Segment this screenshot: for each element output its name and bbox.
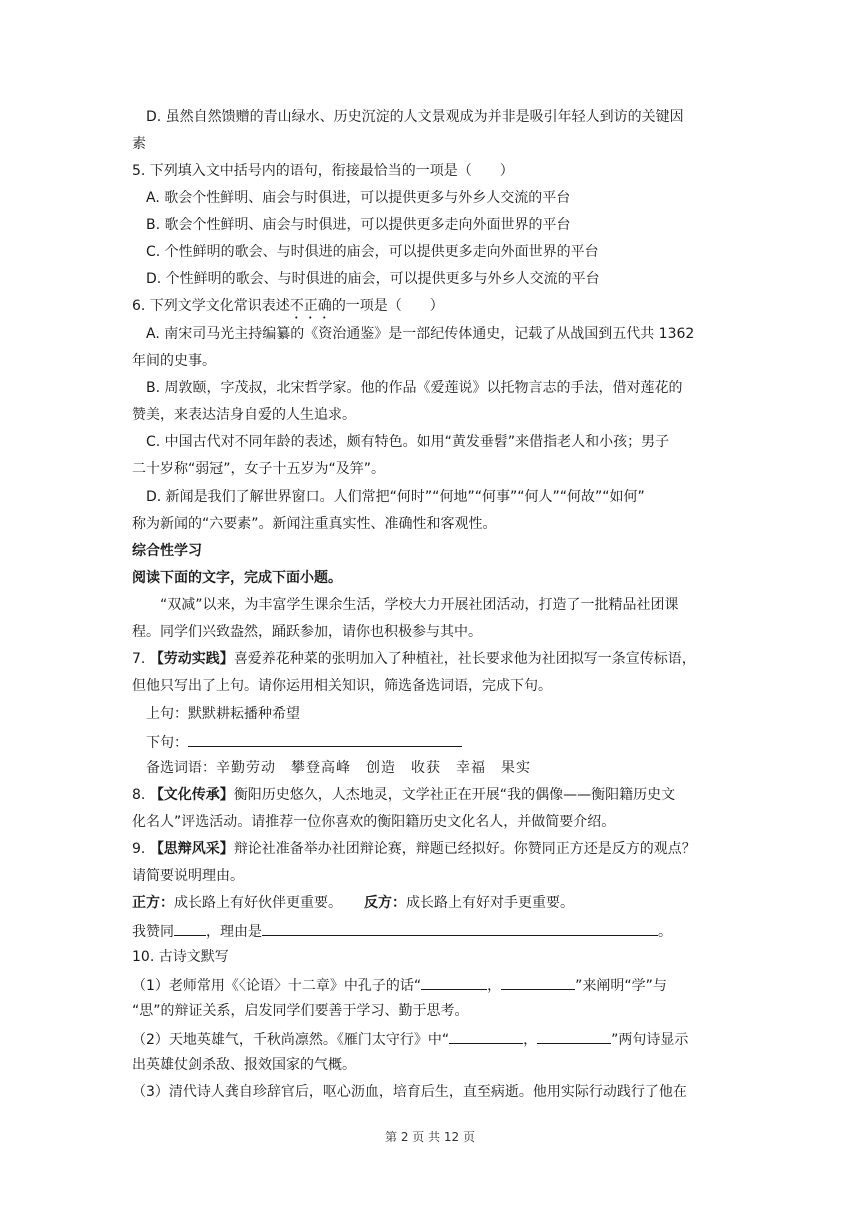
q9-con-label: 反方：: [364, 895, 406, 911]
q10-s2-line1: [132, 1028, 688, 1050]
q7-tag: 【劳动实践】: [149, 651, 234, 667]
q9-sides: [132, 893, 574, 913]
q6-stem-pre: 6. 下列文学文化常识表述: [132, 298, 290, 314]
q10-s2-blank2[interactable]: [537, 1028, 611, 1044]
q7-options-label: 备选词语：: [146, 760, 216, 776]
section-paragraph-line1: “双减”以来，为丰富学生课余生活，学校大力开展社团活动，打造了一批精品社团课: [160, 597, 679, 613]
q10-s2-text-b: ”两句诗显示: [611, 1032, 689, 1048]
q10-s1-text-a: （1）老师常用《〈论语〉十二章》中孔子的话“: [132, 978, 422, 994]
q9-agree-end: 。: [658, 924, 672, 940]
q5-option-a: A. 歌会个性鲜明、庙会与时俱进，可以提供更多与外乡人交流的平台: [146, 190, 571, 206]
q6-option-c-line2: 二十岁称“弱冠”，女子十五岁为“及笄”。: [132, 461, 386, 477]
q9-line2: 请简要说明理由。: [132, 868, 244, 884]
q10-s1-comma: ，: [487, 978, 502, 994]
q7-options: 辛勤劳动 攀登高峰 创造 收获 幸福 果实: [216, 760, 531, 776]
section-instruction: 阅读下面的文字，完成下面小题。: [132, 570, 342, 586]
q10-s2-text-a: （2）天地英雄气，千秋尚凛然。《雁门太守行》中“: [132, 1032, 450, 1048]
q9-pro-label: 正方：: [132, 895, 174, 911]
q5-stem: 5. 下列填入文中括号内的语句，衔接最恰当的一项是（ ）: [132, 163, 514, 179]
q10-s1-line1: [132, 974, 667, 996]
q8-line1: [132, 785, 675, 805]
q6-option-a-line2: 年间的史事。: [132, 353, 216, 369]
q8-tag: 【文化传承】: [149, 787, 234, 803]
q6-option-d-line1: D. 新闻是我们了解世界窗口。人们常把“何时”“何地”“何事”“何人”“何故”“如何”: [146, 489, 645, 505]
q4-option-d-line1: D. 虽然自然馈赠的青山绿水、历史沉淀的人文景观成为并非是吸引年轻人到访的关键因: [146, 109, 684, 125]
q10-s2-line2: 出英雄仗剑杀敌、报效国家的气概。: [132, 1057, 356, 1073]
q10-s1-text-b: ”来阐明“学”与: [575, 978, 667, 994]
q6-option-b-line2: 赞美，来表达洁身自爱的人生追求。: [132, 407, 356, 423]
q7-answer-blank[interactable]: [188, 731, 462, 747]
q8-text: 衡阳历史悠久，人杰地灵，文学社正在开展“我的偶像——衡阳籍历史文: [233, 787, 676, 803]
q5-option-d: D. 个性鲜明的歌会、与时俱进的庙会，可以提供更多与外乡人交流的平台: [146, 271, 600, 287]
q9-text: 辩论社准备举办社团辩论赛，辩题已经拟好。你赞同正方还是反方的观点？: [233, 841, 696, 857]
q10-s1-line2: “思”的辩证关系，启发同学们要善于学习、勤于思考。: [132, 1003, 469, 1019]
q9-tag: 【思辩风采】: [149, 841, 234, 857]
q9-number: 9.: [132, 841, 150, 857]
q9-side-blank[interactable]: [174, 920, 206, 936]
q6-option-b-line1: B. 周敦颐，字茂叔，北宋哲学家。他的作品《爱莲说》以托物言志的手法，借对莲花的: [146, 380, 683, 396]
q9-con-text: 成长路上有好对手更重要。: [406, 895, 574, 911]
q9-pro-text: 成长路上有好伙伴更重要。: [174, 895, 342, 911]
section-paragraph-line2: 程。同学们兴致盎然，踊跃参加，请你也积极参与其中。: [132, 624, 482, 640]
q10-s3-line1: （3）清代诗人龚自珍辞官后，呕心沥血，培育后生，直至病逝。他用实际行动践行了他在: [132, 1084, 687, 1100]
q10-s2-comma: ，: [523, 1032, 538, 1048]
q7-line1: [132, 649, 696, 669]
q10-s2-blank1[interactable]: [449, 1028, 523, 1044]
q7-number: 7.: [132, 651, 150, 667]
q9-agree-line: [132, 920, 672, 942]
q6-stem: [132, 296, 444, 322]
q9-agree-pre: 我赞同: [132, 924, 174, 940]
q5-option-b: B. 歌会个性鲜明、庙会与时俱进，可以提供更多走向外面世界的平台: [146, 217, 571, 233]
q7-lower-label: 下句：: [146, 735, 188, 751]
q6-stem-post: 的一项是（ ）: [331, 298, 444, 314]
q7-text: 喜爱养花种菜的张明加入了种植社，社长要求他为社团拟写一条宣传标语，: [233, 651, 696, 667]
q9-line1: [132, 839, 696, 859]
q6-option-a-line1: A. 南宋司马光主持编纂的《资治通鉴》是一部纪传体通史，记载了从战国到五代共 1362: [146, 326, 695, 342]
page-footer: 第 2 页 共 12 页: [385, 1130, 475, 1144]
q7-line2: 但他只写出了上句。请你运用相关知识，筛选备选词语，完成下句。: [132, 678, 552, 694]
q6-option-d-line2: 称为新闻的“六要素”。新闻注重真实性、准确性和客观性。: [132, 516, 497, 532]
q8-line2: 化名人”评选活动。请推荐一位你喜欢的衡阳籍历史文化名人，并做简要介绍。: [132, 814, 616, 830]
q4-option-d-line2: 素: [132, 136, 146, 152]
q6-option-c-line1: C. 中国古代对不同年龄的表述，颇有特色。如用“黄发垂髫”来借指老人和小孩；男子: [146, 434, 670, 450]
q5-option-c: C. 个性鲜明的歌会、与时俱进的庙会，可以提供更多走向外面世界的平台: [146, 244, 599, 260]
q7-lower-line: [146, 731, 462, 753]
q6-stem-emphasis: 不正确: [289, 298, 332, 314]
q10-s1-blank1[interactable]: [421, 974, 487, 990]
q10-s1-blank2[interactable]: [501, 974, 575, 990]
section-title: 综合性学习: [132, 543, 202, 559]
q8-number: 8.: [132, 787, 150, 803]
q9-reason-blank[interactable]: [262, 920, 658, 936]
q7-options-line: [146, 758, 531, 778]
q9-agree-mid: ，理由是: [206, 924, 262, 940]
q7-upper-line: 上句：默默耕耘播种希望: [146, 706, 300, 722]
q10-stem: 10. 古诗文默写: [132, 949, 229, 965]
